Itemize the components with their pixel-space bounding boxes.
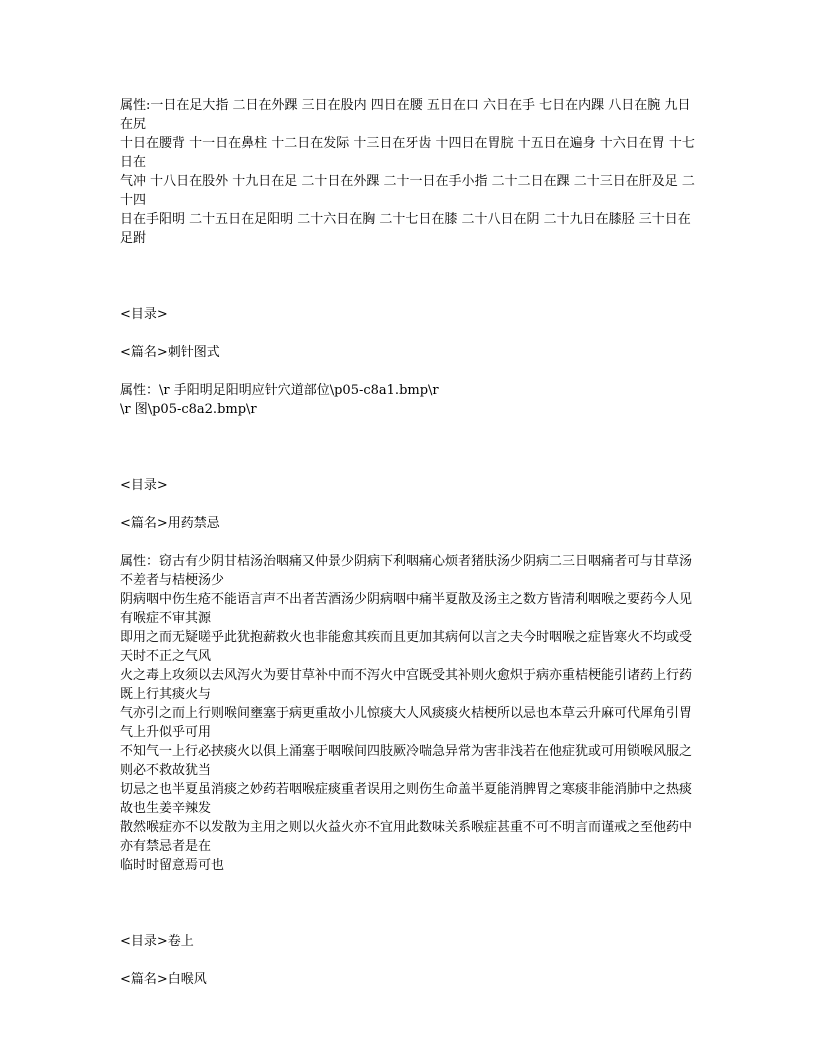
spacer <box>120 533 700 552</box>
spacer <box>120 951 700 970</box>
text-line: 属性：\r 手阳明足阳明应针穴道部位\p05-c8a1.bmp\r <box>120 383 439 398</box>
spacer <box>120 875 700 932</box>
text-line: 十日在腰背 十一日在鼻柱 十二日在发际 十三日在牙齿 十四日在胃脘 十五日在遍身 十六日在胃 十七日在 <box>120 136 695 170</box>
toc-marker: <目录> <box>120 307 168 322</box>
spacer <box>120 248 700 305</box>
spacer <box>120 362 700 381</box>
text-line: 散然喉症亦不以发散为主用之则以火益火亦不宜用此数味关系喉症甚重不可不明言而谨戒之至他药中亦有禁忌者是在 <box>120 820 693 854</box>
text-line: 火之毒上攻须以去风泻火为要甘草补中而不泻火中宫既受其补则火愈炽于病亦重桔梗能引诸药上行药既上行其痰火与 <box>120 668 693 702</box>
text-line: 日在手阳明 二十五日在足阳明 二十六日在胸 二十七日在膝 二十八日在阴 二十九日在膝胫 三十日在足跗 <box>120 212 691 246</box>
text-line: 气冲 十八日在股外 十九日在足 二十日在外踝 二十一日在手小指 二十二日在踝 二十三日在肝及足 二十四 <box>120 174 695 208</box>
text-line: \r 图\p05-c8a2.bmp\r <box>120 402 257 417</box>
text-line: 临时时留意焉可也 <box>120 858 225 873</box>
section-title: <篇名>白喉风 <box>120 972 207 987</box>
text-line: 属性:一日在足大指 二日在外踝 三日在股内 四日在腰 五日在口 六日在手 七日在内踝 八日在腕 九日在尻 <box>120 98 691 132</box>
text-line: 属性：窃古有少阴甘桔汤治咽痛又仲景少阴病下利咽痛心烦者猪肤汤少阴病二三日咽痛者可与甘草汤不差者与桔梗汤少 <box>120 554 693 588</box>
section-title: <篇名>用药禁忌 <box>120 516 220 531</box>
text-line: 阴病咽中伤生疮不能语言声不出者苦酒汤少阴病咽中痛半夏散及汤主之数方皆清利咽喉之要药今人见有喉症不审其源 <box>120 592 693 626</box>
text-line: 切忌之也半夏虽消痰之妙药若咽喉症痰重者误用之则伤生命盖半夏能消脾胃之寒痰非能消肺中之热痰故也生姜辛辣发 <box>120 782 693 816</box>
text-line: 气亦引之而上行则喉间壅塞于病更重故小儿惊痰大人风痰痰火桔梗所以忌也本草云升麻可代犀角引胃气上升似乎可用 <box>120 706 693 740</box>
text-line: 不知气一上行必挟痰火以俱上涌塞于咽喉间四肢厥冷喘急异常为害非浅若在他症犹或可用锁喉风服之则必不救故犹当 <box>120 744 693 778</box>
text-line: 即用之而无疑嗟乎此犹抱薪救火也非能愈其疾而且更加其病何以言之夫今时咽喉之症皆寒火不均或受天时不正之气风 <box>120 630 693 664</box>
toc-marker: <目录> <box>120 478 168 493</box>
attribute-paragraph-needle-diagram <box>120 381 700 419</box>
toc-marker: <目录>卷上 <box>120 934 194 949</box>
section-title: <篇名>刺针图式 <box>120 345 220 360</box>
document-page <box>120 96 700 989</box>
spacer <box>120 324 700 343</box>
attribute-paragraph-medication-taboos <box>120 552 700 875</box>
spacer <box>120 495 700 514</box>
attribute-paragraph-day-locations <box>120 96 700 248</box>
spacer <box>120 419 700 476</box>
